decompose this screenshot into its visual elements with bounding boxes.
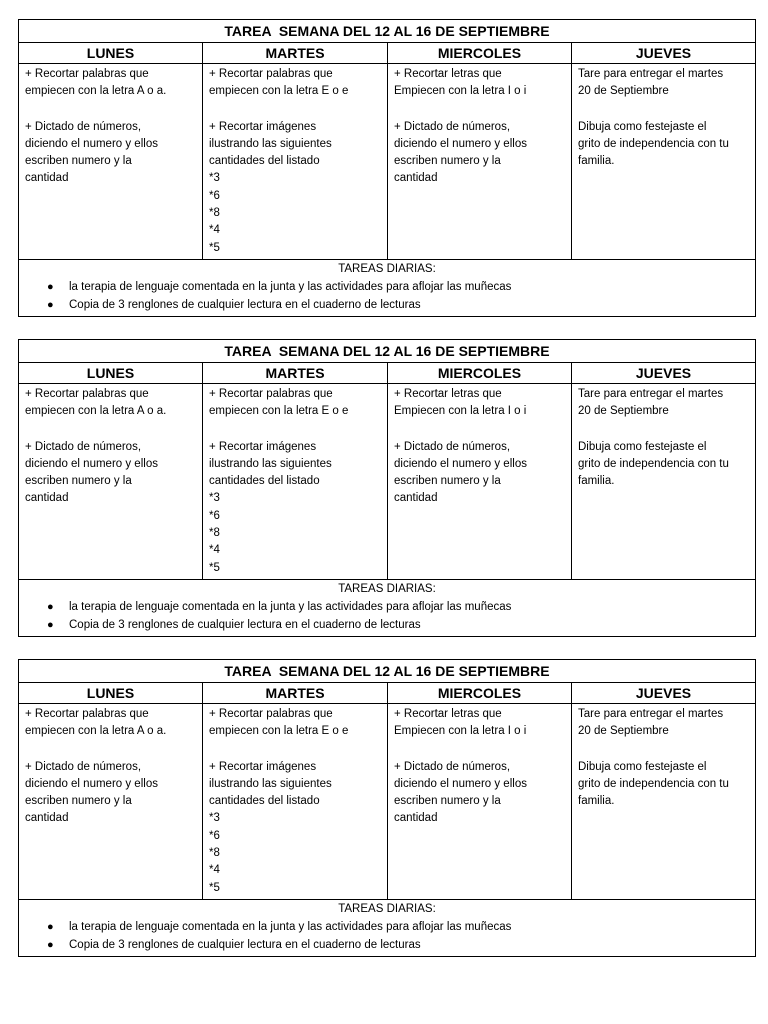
- lunes-task-1: + Recortar palabras que empiecen con la letra A o a.: [25, 388, 167, 418]
- lunes-task-2: + Dictado de números, diciendo el numero y ellos escriben numero y la cantidad: [25, 440, 158, 505]
- daily-task-item: [47, 918, 755, 936]
- martes-task-2: + Recortar imágenes ilustrando las siguientes cantidades del listado: [209, 440, 332, 488]
- daily-tasks-list: [19, 598, 755, 634]
- sheet-title: TAREA SEMANA DEL 12 AL 16 DE SEPTIEMBRE: [19, 660, 755, 683]
- jueves-task-1: Tare para entregar el martes 20 de Septiembre: [578, 708, 724, 738]
- daily-tasks-list: [19, 918, 755, 954]
- lunes-task-2: + Dictado de números, diciendo el numero y ellos escriben numero y la cantidad: [25, 760, 158, 825]
- daily-task-item: [47, 616, 755, 634]
- jueves-task-2: Dibuja como festejaste el grito de independencia con tu familia.: [578, 760, 729, 808]
- day-header-miercoles: MIERCOLES: [388, 683, 572, 703]
- lunes-task-2: + Dictado de números, diciendo el numero y ellos escriben numero y la cantidad: [25, 120, 158, 185]
- daily-task-text: Copia de 3 renglones de cualquier lectura en el cuaderno de lecturas: [69, 938, 421, 951]
- day-header-jueves: JUEVES: [635, 685, 692, 701]
- day-header-row: [19, 683, 755, 704]
- bullet-icon: ●: [47, 600, 54, 613]
- daily-tasks: [19, 900, 755, 956]
- day-header-lunes: LUNES: [19, 683, 203, 703]
- quantity-item: *4: [209, 864, 220, 877]
- quantity-item: *4: [209, 224, 220, 237]
- miercoles-cell: [388, 64, 572, 259]
- quantity-item: *4: [209, 544, 220, 557]
- miercoles-task-2: + Dictado de números, diciendo el numero y ellos escriben numero y la cantidad: [394, 440, 527, 505]
- quantity-item: *6: [209, 189, 220, 202]
- day-header-miercoles: MIERCOLES: [388, 43, 572, 63]
- daily-task-item: [47, 936, 755, 954]
- martes-task-2: + Recortar imágenes ilustrando las siguientes cantidades del listado: [209, 760, 332, 808]
- lunes-cell: [19, 704, 203, 899]
- day-header-row: [19, 363, 755, 384]
- quantity-item: *5: [209, 561, 220, 574]
- day-header-martes: MARTES: [203, 363, 388, 383]
- bullet-icon: ●: [47, 938, 54, 951]
- jueves-cell: [572, 64, 755, 259]
- day-header-lunes: LUNES: [19, 43, 203, 63]
- quantity-item: *8: [209, 207, 220, 220]
- miercoles-cell: [388, 384, 572, 579]
- day-header-row: [19, 43, 755, 64]
- homework-sheet-3: [18, 659, 756, 957]
- daily-task-text: Copia de 3 renglones de cualquier lectura en el cuaderno de lecturas: [69, 618, 421, 631]
- quantity-item: *8: [209, 847, 220, 860]
- sheet-title: TAREA SEMANA DEL 12 AL 16 DE SEPTIEMBRE: [19, 340, 755, 363]
- bullet-icon: ●: [47, 920, 54, 933]
- daily-task-text: la terapia de lenguaje comentada en la junta y las actividades para aflojar las muñecas: [69, 920, 512, 933]
- jueves-task-2: Dibuja como festejaste el grito de independencia con tu familia.: [578, 120, 729, 168]
- bullet-icon: ●: [47, 298, 54, 311]
- daily-tasks-list: [19, 278, 755, 314]
- daily-tasks-title: TAREAS DIARIAS:: [338, 582, 436, 595]
- miercoles-task-1: + Recortar letras que Empiecen con la letra I o i: [394, 708, 527, 738]
- daily-task-item: [47, 278, 755, 296]
- miercoles-task-1: + Recortar letras que Empiecen con la letra I o i: [394, 68, 527, 98]
- jueves-task-2: Dibuja como festejaste el grito de independencia con tu familia.: [578, 440, 729, 488]
- daily-task-item: [47, 598, 755, 616]
- day-content-row: [19, 384, 755, 580]
- daily-task-text: la terapia de lenguaje comentada en la junta y las actividades para aflojar las muñecas: [69, 600, 512, 613]
- daily-tasks-title: TAREAS DIARIAS:: [338, 262, 436, 275]
- miercoles-task-1: + Recortar letras que Empiecen con la letra I o i: [394, 388, 527, 418]
- martes-cell: [203, 384, 388, 579]
- daily-tasks-title: TAREAS DIARIAS:: [338, 902, 436, 915]
- quantity-item: *3: [209, 812, 220, 825]
- quantity-item: *3: [209, 172, 220, 185]
- jueves-cell: [572, 384, 755, 579]
- miercoles-cell: [388, 704, 572, 899]
- lunes-cell: [19, 64, 203, 259]
- bullet-icon: ●: [47, 280, 54, 293]
- bullet-icon: ●: [47, 618, 54, 631]
- miercoles-task-2: + Dictado de números, diciendo el numero y ellos escriben numero y la cantidad: [394, 120, 527, 185]
- lunes-cell: [19, 384, 203, 579]
- miercoles-task-2: + Dictado de números, diciendo el numero y ellos escriben numero y la cantidad: [394, 760, 527, 825]
- day-header-jueves: JUEVES: [635, 45, 692, 61]
- jueves-cell: [572, 704, 755, 899]
- day-header-jueves: JUEVES: [635, 365, 692, 381]
- daily-tasks: [19, 260, 755, 316]
- quantity-item: *5: [209, 881, 220, 894]
- day-header-lunes: LUNES: [19, 363, 203, 383]
- daily-tasks: [19, 580, 755, 636]
- jueves-task-1: Tare para entregar el martes 20 de Septiembre: [578, 388, 724, 418]
- jueves-task-1: Tare para entregar el martes 20 de Septiembre: [578, 68, 724, 98]
- day-header-miercoles: MIERCOLES: [388, 363, 572, 383]
- quantity-item: *3: [209, 492, 220, 505]
- lunes-task-1: + Recortar palabras que empiecen con la letra A o a.: [25, 708, 167, 738]
- martes-task-1: + Recortar palabras que empiecen con la letra E o e: [209, 708, 349, 738]
- daily-task-text: Copia de 3 renglones de cualquier lectura en el cuaderno de lecturas: [69, 298, 421, 311]
- quantity-item: *8: [209, 527, 220, 540]
- martes-task-1: + Recortar palabras que empiecen con la letra E o e: [209, 388, 349, 418]
- quantity-item: *6: [209, 829, 220, 842]
- sheet-title: TAREA SEMANA DEL 12 AL 16 DE SEPTIEMBRE: [19, 20, 755, 43]
- day-header-martes: MARTES: [203, 683, 388, 703]
- lunes-task-1: + Recortar palabras que empiecen con la letra A o a.: [25, 68, 167, 98]
- quantity-item: *5: [209, 241, 220, 254]
- martes-cell: [203, 64, 388, 259]
- quantity-item: *6: [209, 509, 220, 522]
- homework-sheet-1: [18, 19, 756, 317]
- day-content-row: [19, 64, 755, 260]
- martes-task-2: + Recortar imágenes ilustrando las siguientes cantidades del listado: [209, 120, 332, 168]
- daily-task-item: [47, 296, 755, 314]
- daily-task-text: la terapia de lenguaje comentada en la junta y las actividades para aflojar las muñecas: [69, 280, 512, 293]
- day-content-row: [19, 704, 755, 900]
- martes-cell: [203, 704, 388, 899]
- homework-sheet-2: [18, 339, 756, 637]
- martes-task-1: + Recortar palabras que empiecen con la letra E o e: [209, 68, 349, 98]
- day-header-martes: MARTES: [203, 43, 388, 63]
